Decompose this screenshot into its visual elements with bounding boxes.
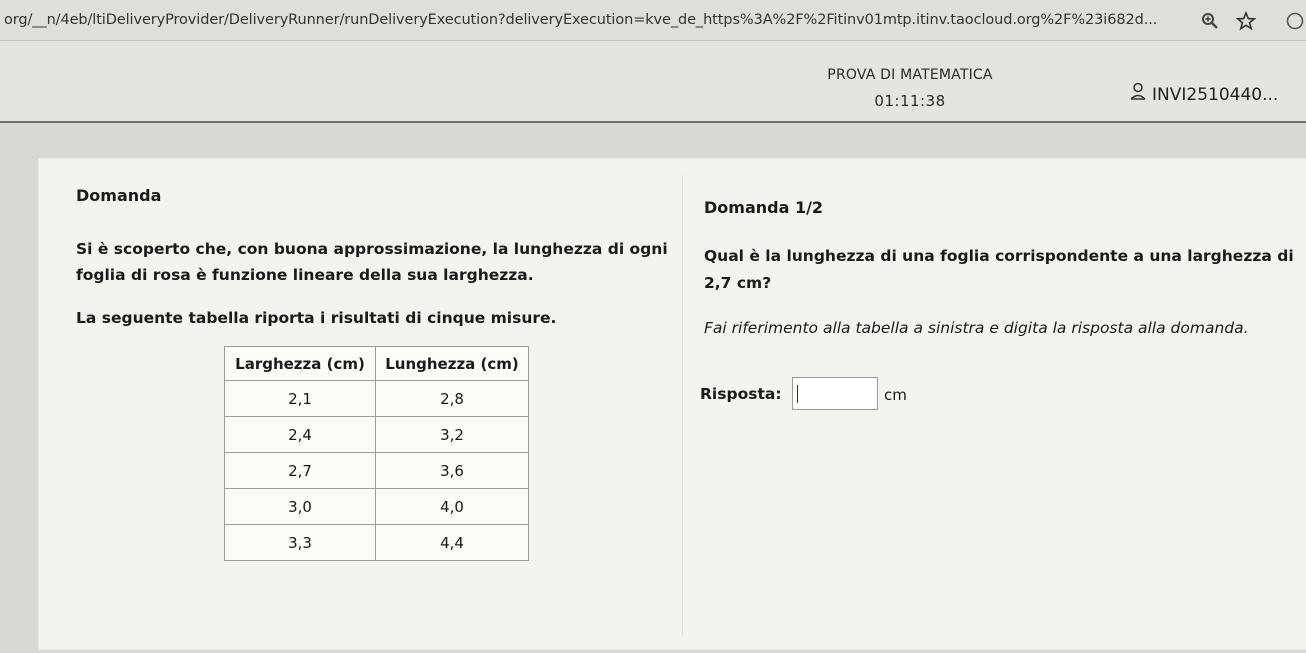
table-cell: 2,1 [225,381,376,417]
table-row [225,489,529,525]
table-cell: 2,8 [376,381,529,417]
star-icon[interactable] [1236,11,1256,31]
answer-unit: cm [884,386,907,404]
item-heading: Domanda 1/2 [704,198,824,217]
test-title: PROVA DI MATEMATICA [827,67,993,83]
stimulus-paragraph-1: Si è scoperto che, con buona approssimazione, la lunghezza di ogni foglia di rosa è funzione lineare della sua larghezza. [76,240,668,284]
table-cell: 2,4 [225,417,376,453]
table-cell: 2,7 [225,453,376,489]
table-row [225,417,529,453]
timer: 01:11:38 [874,92,946,110]
column-header-lunghezza: Lunghezza (cm) [376,347,529,381]
test-header [0,41,1306,123]
table-cell: 3,0 [225,489,376,525]
stimulus-heading: Domanda [76,186,162,205]
profile-icon[interactable] [1286,12,1304,30]
column-divider [682,175,683,635]
column-header-larghezza: Larghezza (cm) [225,347,376,381]
table-cell: 3,3 [225,525,376,561]
table-row [225,525,529,561]
answer-input[interactable] [792,377,878,410]
table-cell: 4,4 [376,525,529,561]
measurements-table [224,346,529,561]
table-cell: 3,2 [376,417,529,453]
zoom-icon[interactable] [1201,12,1219,30]
instruction-text: Fai riferimento alla tabella a sinistra e digita la risposta alla domanda. [704,319,1249,337]
answer-label: Risposta: [700,385,782,403]
user-id: INVI2510440... [1152,85,1279,105]
stimulus-paragraph-2: La seguente tabella riporta i risultati di cinque misure. [76,309,557,327]
table-cell: 3,6 [376,453,529,489]
question-text: Qual è la lunghezza di una foglia corrispondente a una larghezza di 2,7 cm? [704,247,1294,292]
text-caret [797,385,798,403]
table-row [225,381,529,417]
table-row [225,453,529,489]
url-text[interactable]: org/__n/4eb/ltiDeliveryProvider/DeliveryRunner/runDeliveryExecution?deliveryExecution=kve_de_https%3A%2F%2Fitinv01mtp.itinv.taocloud.org%2F%23i682d... [4,12,1158,28]
table-cell: 4,0 [376,489,529,525]
browser-address-bar[interactable] [0,0,1306,41]
user-icon [1130,82,1146,100]
table-header-row [225,347,529,381]
